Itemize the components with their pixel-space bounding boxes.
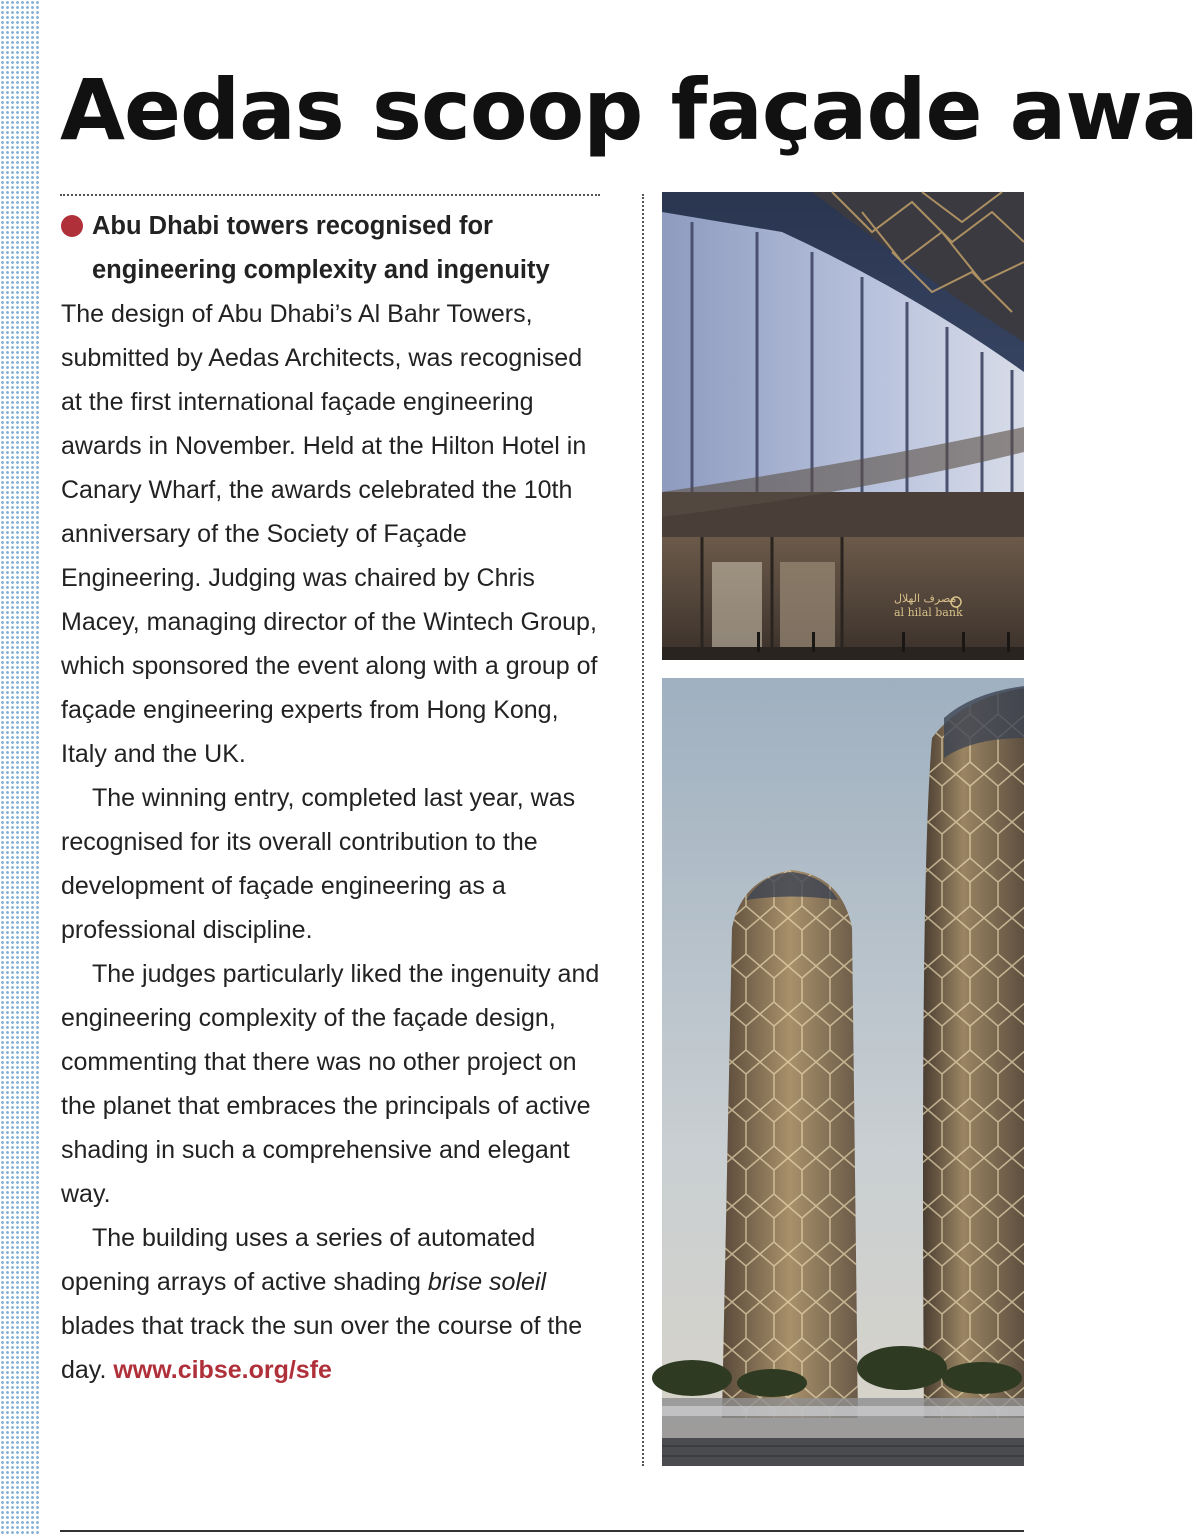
photo-al-bahr-towers (662, 678, 1024, 1466)
source-link[interactable]: www.cibse.org/sfe (113, 1356, 332, 1384)
bottom-divider (60, 1530, 1024, 1532)
standfirst-line-1: Abu Dhabi towers recognised for (92, 212, 493, 240)
paragraph-4-text: The building uses a series of automated opening arrays of active shading (61, 1224, 536, 1296)
photo-building-entrance (662, 192, 1024, 660)
paragraph-1: The design of Abu Dhabi’s Al Bahr Towers, submitted by Aedas Architects, was recognised at the first international façade engineering awards in November. Held at the Hilton Hotel in Canary Wharf, the awards celebrated the 10th anniversary of the Society of Façade Engineering. Judging was chaired by Chris Macey, managing director of the Wintech Group, which sponsored the event along with a group of façade engineering experts from Hong Kong, Italy and the UK. (61, 300, 598, 768)
top-divider (60, 194, 600, 196)
decorative-dot-strip (0, 0, 40, 1536)
paragraph-4-text-end: blades that track the sun over the course of the day. (61, 1312, 583, 1384)
page-title: Aedas scoop façade awa (60, 61, 1198, 159)
paragraph-4 (61, 1216, 606, 1392)
standfirst-line-2: engineering complexity and ingenuity (92, 256, 550, 284)
paragraph-4-italic: brise soleil (427, 1268, 547, 1296)
paragraph-3: The judges particularly liked the ingenuity and engineering complexity of the façade design, commenting that there was no other project on the planet that embraces the principals of active shading in such a comprehensive and elegant way. (61, 960, 600, 1208)
bullet-icon (61, 215, 83, 237)
article-body (61, 204, 606, 1392)
bank-sign-arabic: مصرف الهلال (894, 592, 957, 605)
standfirst (61, 204, 606, 292)
paragraph-2: The winning entry, completed last year, was recognised for its overall contribution to the development of façade engineering as a professional discipline. (61, 784, 576, 944)
bank-sign-english: al hilal bank (894, 606, 963, 619)
column-divider (642, 194, 644, 1466)
